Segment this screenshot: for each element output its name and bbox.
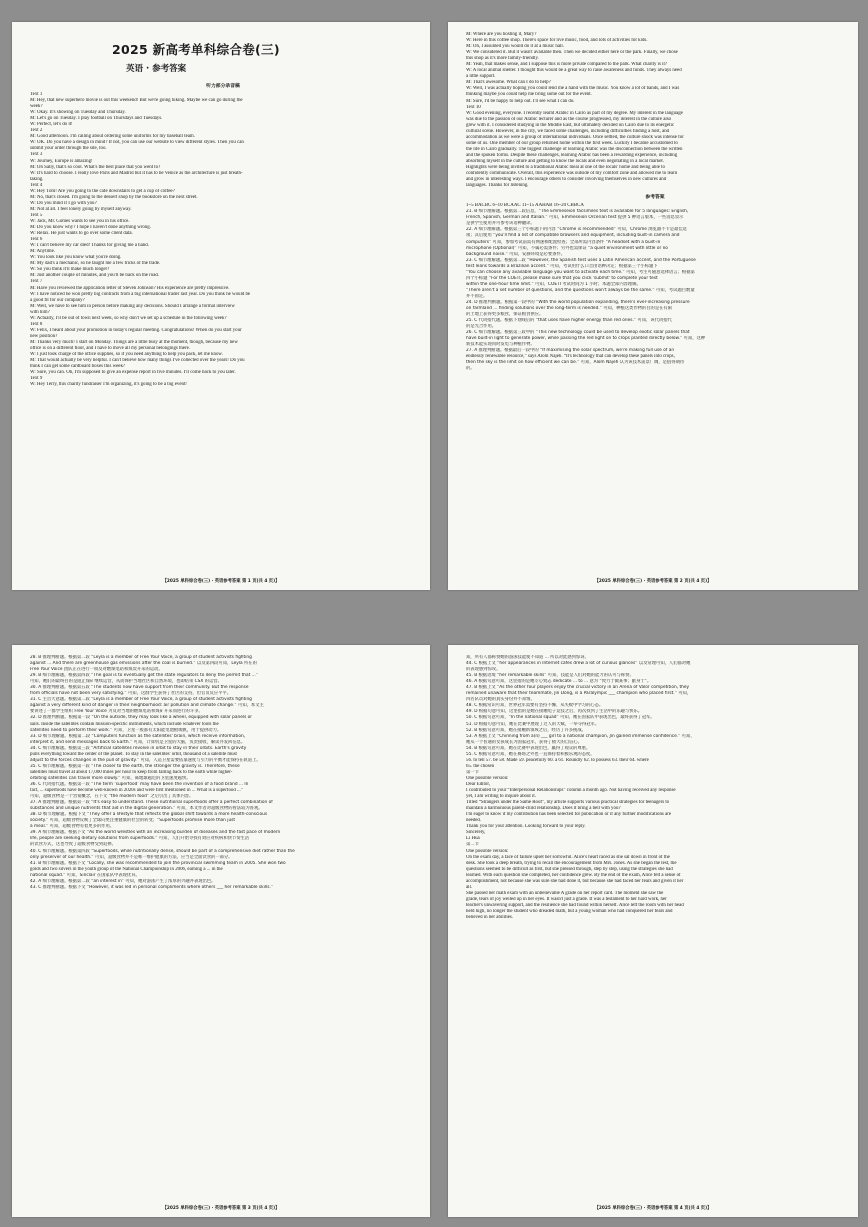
- text-line: cultural scene. However, in the city, we faced some challenges, including difficulties finding a host, and: [466, 128, 670, 134]
- text-line: week?: [30, 104, 43, 110]
- text-line: confidently communicate. Overall, this experience was outside of my comfort zone and allowed me to learn: [466, 171, 678, 177]
- text-line: 并不固定。: [466, 293, 488, 299]
- text-line: M: Not at all. I feel lonely going by myself anyway.: [30, 206, 132, 212]
- text-line: then the sky is the limit on how efficient we can be.” 可知，Alom Najeh 认为该技术前景广阔，是值得期待: [466, 360, 685, 366]
- text-line: 第二节: [466, 842, 479, 848]
- text-line: microphone (Optional)” 可知，不属必需条件；另外也需保证 “a quiet environment with little or no: [466, 245, 668, 251]
- text-line: think I can get some cardboard boxes this week?: [30, 364, 126, 370]
- text-line: thinking maybe you could help me bring some out for the event.: [466, 92, 592, 98]
- text-line: a little support.: [466, 74, 496, 80]
- listening-section-heading: 听力部分录音稿: [206, 84, 240, 89]
- text-line: interpret it, and send messages back to Earth.” 可知，计算机是卫星的大脑，负责接收、解读并发回信息。: [30, 739, 246, 745]
- text-line: W: A local animal shelter. I thought this would be a great way to raise awareness and funds. They always need: [466, 68, 682, 74]
- text-line: One possible version:: [466, 775, 509, 781]
- text-line: 33. D 细节理解题。根据第二段 “Computers function as the satellites' brain, which receive information,: [30, 733, 246, 739]
- text-line: 41. B 细节理解题。根据下文 “Locally, she was recommended to join the provincial swimming team in 2005. She won two: [30, 860, 286, 866]
- text-line: I contributed to your “Interpersonal Relationships” column a month ago. Not having received any response: [466, 788, 676, 794]
- text-line: 42. A 细节理解题。根据第二段 “an interest in” 可知，她对游泳产生了浓厚的兴趣并表现出色。: [30, 878, 216, 884]
- page-2-lines: [466, 32, 844, 189]
- text-line: on farmland ... finding solutions over the long-term is needed.” 可知，种植这类作物的目的是在有限: [466, 306, 673, 312]
- text-line: M: Just another couple of minutes, and you'll be back on the road.: [30, 273, 160, 279]
- text-line: W: I can't believe my car died! Thanks for giving me a hand.: [30, 243, 149, 249]
- text-line: grade, tears of joy welled up in her eyes. It wasn't just a grade. It was a testament to her hard work, her: [466, 896, 667, 902]
- answer-keys: 1~5 BACBC 6~10 BCAAC 11~15 AAHAB 16~20 CBBCA: [466, 203, 584, 209]
- text-line: Highlights were being invited to a traditional Arabic meal at one of the locals' home and being able to: [466, 165, 665, 171]
- text-line: this shop as it's more family-friendly.: [466, 56, 539, 62]
- text-line: remained unaware that their teammate, Jin Dong, is a Paralympic ___ champion who placed first.” 可知，: [466, 691, 692, 697]
- text-line: W: It's hard to choose. I really love Paris and Madrid but it has to be Venice as the architecture is just breath-: [30, 170, 243, 176]
- text-line: 54. B 根据句意可知，她在比赛中表现出色，赢得了观众的尊重。: [466, 745, 591, 751]
- text-line: W: Well, I was actually hoping you could lend me a hand with the music. You know a lot of bands, and I was: [466, 86, 680, 92]
- text-line: a good fit for our company?: [30, 297, 85, 303]
- text-line: 23. C 细节理解题。根据第二段 “However, the Spanish test uses a Latin American accent, and the Portuguese: [466, 257, 696, 263]
- exam-title: 2025 新高考单科综合卷(三): [112, 42, 280, 57]
- text-line: Text 2: [30, 128, 43, 134]
- text-line: 30. A 推理判断题。根据第五段 “The students now have support from their community. But the response: [30, 685, 249, 691]
- text-line: absorbing myself in the culture and getting to know the locals and even negotiating in a local market.: [466, 158, 665, 164]
- text-line: endlessly renewable resource,” says Alom Najeh. “It's technology that can develop these panels into crops,: [466, 354, 675, 360]
- text-line: 她从一个普通的女孩成长为国家冠军，获得了极大的自信心。: [466, 739, 583, 745]
- text-line: M: Sure, I'd be happy to help out. I'll see what I can do.: [466, 98, 575, 104]
- page-3-footer: 【2025 单科综合卷(三) · 英语参考答案 第 3 页(共 4 页)】: [162, 1206, 280, 1211]
- text-line: 55. C 根据句意可知，她在赛场之外也一直保持着积极乐观的态度。: [466, 751, 595, 757]
- text-line: M: That would actually be very helpful. I can't believe how many things I've collected over the years! Do you: [30, 358, 245, 364]
- page-3-content: [30, 655, 416, 1195]
- text-line: M: That's awesome. What can I do to help?: [466, 80, 551, 86]
- page-2-footer: 【2025 单科综合卷(三) · 英语参考答案 第 2 页(共 4 页)】: [594, 579, 712, 584]
- text-line: W: Sure, you can. Oh, I'm supposed to give an expense report in five minutes. I'll come back to you later.: [30, 370, 236, 376]
- text-line: with him?: [30, 309, 50, 315]
- text-line: Titled “Strangers under the Same Roof”, my article supports various practical strategies for teenagers to: [466, 800, 670, 806]
- text-line: sails. Inside the satellites contain mission-specific instruments, which include whatever tools the: [30, 721, 219, 727]
- text-line: Text 4: [30, 182, 43, 188]
- text-line: life, people are seeking dietary solutions from superfoods.” 可知，人们开始寻找有效应对疾病和快节奏生活: [30, 836, 250, 842]
- text-line: 22. A 细节理解题。根据第三个小标题下的内容 “Chrome is recommended” 可知，Chrome 浏览器不卡是最佳选: [466, 227, 687, 233]
- text-line: W: Jack, Mr. Gomes wants to see you in his office.: [30, 218, 130, 224]
- text-line: 47. B 根据上文 “As the other four players enjoy the crucial victory in an Arena of Valor competition, they: [466, 685, 690, 691]
- text-line: Text 6: [30, 237, 43, 243]
- text-line: M: Anytime.: [30, 249, 55, 255]
- text-line: 49. D 根据句意可知，这里指的是她在接触电子竞技之后，再次找到了生活中的乐趣与快乐。: [466, 709, 643, 715]
- text-line: M: Hey, that new superhero movie is out this weekend! But we're going hiking. Maybe we can go during the: [30, 98, 243, 104]
- text-line: 50. C 根据句意可知，“In the national squad” 可知，她在国家队中表现出色，最终获得了冠军。: [466, 715, 655, 721]
- text-line: Text 8: [30, 321, 43, 327]
- text-line: all.: [466, 884, 473, 890]
- text-line: 26. C 细节理解题。根据第三段中的 “This new technology could be used to develop exotic solar panels that: [466, 330, 690, 336]
- text-line: Text 9: [30, 376, 43, 382]
- page-4: [448, 645, 858, 1217]
- text-line: national squad.” 可知，Sinclair 在国家队中表现优异。: [30, 872, 140, 878]
- text-line: W: Good evening, everyone. I recently learnt Arabic in Cairo as part of my degree. My interest in the language: [466, 110, 683, 116]
- text-line: 38. D 细节理解题。根据下文 “They offer a lifestyle that reflects the global shift towards a more health-conscious: [30, 812, 268, 818]
- text-line: 24. D 推理判断题。根据第一段中的 “With the world population expanding, there's ever-increasing pressure: [466, 299, 690, 305]
- text-line: W: We considered it. But it wasn't available then. Then we decided either here or the park. Finally, we chose: [466, 50, 678, 56]
- text-line: 四名队员对她的真实身份并不知情。: [466, 697, 535, 703]
- text-line: 36. C 代词指代题。根据第一段 “The term ‘superfood’ may have been the invention of a food brand ... In: [30, 781, 249, 787]
- text-line: 21. B 细节理解题。根据第二段信息，“The Emmeseion facsimiles text is available for 5 languages: English,: [466, 209, 689, 215]
- text-line: 可知，超级食物是一个营销概念，在下文 “the modern food” 之后引出了具体内容。: [30, 794, 194, 800]
- page-2-analysis: [466, 209, 844, 372]
- page-4-content: [466, 655, 844, 1195]
- text-line: I'm eager to know if my contribution has been selected for publication or if any further modifications are: [466, 812, 671, 818]
- text-line: W: Perfect, let's do it!: [30, 122, 73, 128]
- text-line: M: Do you know why? I hope I haven't done anything wrong.: [30, 225, 151, 231]
- text-line: W: Actually, I'll be out of town next week, so why don't we set up a schedule in the following week?: [30, 315, 227, 321]
- text-line: 的。: [466, 366, 475, 372]
- text-line: 的是光合作用。: [466, 324, 497, 330]
- text-line: questions seemed to be difficult as first, but she pressed through, step by step, using the strategies she had: [466, 866, 673, 872]
- text-line: background noise.” 可知，安静环境是必要条件。: [466, 251, 566, 257]
- answers-heading: 参考答案: [645, 195, 665, 201]
- text-line: 新技术能实现同时发电与种植作物。: [466, 342, 535, 348]
- text-line: 29. B 细节理解题。根据第四段 “The goal is to eventually get the state regulators to deny the permit that ...”: [30, 673, 259, 679]
- text-line: 知，所有人都称赞她的游泳技能使不知道 ... 所以对此感到惊讶。: [466, 655, 589, 660]
- text-line: needed.: [466, 818, 482, 824]
- text-line: Text 10: [466, 104, 481, 110]
- text-line: 45. B 根据语境 “her remarkable skills” 可知，技能是人们对她的能力的认可与称赞。: [466, 673, 634, 679]
- text-line: Dear Editor,: [466, 781, 490, 787]
- text-line: M: Have you reviewed the application letter of Steven Johnson? His experience are pretty impressive.: [30, 285, 230, 291]
- text-line: 25. C 代词指代题。根据下划线后的 “that uses have higher energy than red ones.” 可知，该代词指代: [466, 318, 672, 324]
- text-line: 是供学生使用并可参考该语种翻译。: [466, 221, 535, 227]
- text-line: W: Here in this coffee shop. There's space for live music, food, and lots of activities for kids.: [466, 38, 648, 44]
- text-line: W: Okay. It's showing on Tuesday and Thursday.: [30, 110, 126, 116]
- page-2-content: [466, 32, 844, 568]
- text-line: 项；其后使用 “you'll find a list of compatible browsers and equipment, including built-in camera and: [466, 233, 680, 239]
- text-line: 52. B 根据句意可知，她在接触新领域之后，经历了许多挑战。: [466, 727, 586, 733]
- text-line: 要讲述了一群学生组织 Free Your Voice 为反对当地的燃煤电站和煤矿开采而进行的斗争。: [30, 709, 203, 715]
- text-line: submit your order through the site, too.: [30, 146, 107, 152]
- text-line: Li Hua: [466, 836, 480, 842]
- text-line: accommodation as we were a group of international individuals. Once settled, the culture shock was intense for: [466, 134, 684, 140]
- text-line: On the exam day, a face of failure upset her sorrowful. Alice's heart raced as she sat down in front of the: [466, 854, 670, 860]
- page-1-footer: 【2025 单科综合卷(三) · 英语参考答案 第 1 页(共 4 页)】: [162, 579, 280, 584]
- text-line: substances and unique nutrients that aid in the digital generation.” 可知，本文作者对超级食物的看法较为客观。: [30, 806, 263, 812]
- text-line: 的表现感到惊叹。: [466, 667, 501, 673]
- page-4-lines: [466, 655, 844, 921]
- text-line: against a very different kind of danger in their neighborhood: air pollution and climate change.” 可知，本文主: [30, 703, 264, 709]
- text-line: 可知，她们的最终目的是阻止煤矿继续运营，从而保护当地社区和自然环境，也即结束 CSX 的运营。: [30, 679, 222, 685]
- text-line: accomplishment, not because she was sure she had done it, but because she had faced her fears and given it her: [466, 878, 684, 884]
- text-line: M: Let's go on Tuesday. I play football on Thursdays and Tuesdays.: [30, 116, 163, 122]
- exam-subtitle: 英语 · 参考答案: [126, 64, 187, 74]
- text-line: 35. C 细节理解题。根据第一段 “The closer to the earth, the stronger the gravity is. Therefore, these: [30, 763, 240, 769]
- text-line: society.” 可知，超级食物反映了全球向更注重健康的社会的转变；“Superfoods promise more than just: [30, 818, 236, 824]
- page-1: [12, 22, 430, 590]
- text-line: have built-in light to generate power, while passing the red light on to crops planted directly below.” 可知，这种: [466, 336, 706, 342]
- text-line: some of us. One member of our group returned home within the first week. Luckily I became accustomed to: [466, 140, 678, 146]
- text-line: Text 7: [30, 279, 43, 285]
- text-line: the life in Cairo gradually. The biggest challenge of learning Arabic was the disconnection between the written: [466, 146, 683, 152]
- text-line: 四个小标题 “For the COETI, please make sure that you click 'submit' to complete your test: [466, 275, 658, 281]
- text-line: Text 3: [30, 152, 43, 158]
- text-line: W: OK. Do you have a design in mind? If not, you can use our website to view different styles. Then you can: [30, 140, 244, 146]
- text-line: 46. A 根据句意可知，这里指的是她专心致志 dedicate ... to ... 意为 “致力于做某事；献身于”。: [466, 679, 652, 685]
- text-line: and grow in interesting ways. I encourage others to consider involving themselves in new cultures and: [466, 177, 667, 183]
- text-line: Thank you for your attention. Looking forward to your reply.: [466, 824, 586, 830]
- text-line: Text 5: [30, 212, 43, 218]
- text-line: office is on a different floor, and I have to move all my personal belongings there.: [30, 345, 191, 351]
- text-line: 的饮食方式，这也导致了超级食物受到追捧。: [30, 842, 116, 848]
- text-line: 48. C 根据常识可知，世界冠军需要有坚持不懈、从失败中学习的心态。: [466, 703, 604, 709]
- text-line: Sincerely,: [466, 830, 486, 836]
- text-line: M: No, that's closed. I'm going to the dessert shop by the bookstore on the next street.: [30, 194, 198, 200]
- text-line: 34. C 细节理解题。根据第三段 “Artificial satellites revolve in orbit to stay in their orbits. Earth's gravity: [30, 745, 247, 751]
- text-line: M: Good afternoon. I'm calling about ordering some uniforms for my baseball team.: [30, 134, 195, 140]
- text-line: test leans towards a Brazilian accent.” 可知，考试用什么口音由语种决定；根据第三个小标题下: [466, 263, 658, 269]
- text-line: teacher's unwavering support, and the resilience she had found within herself. Alice left the room with her head: [466, 902, 684, 908]
- page-1-lines: [30, 92, 416, 388]
- text-line: 27. A 推理判断题。根据最后一段中的 “If maximising the solar spectrum, we're making full use of an: [466, 348, 675, 354]
- text-line: M: Where are you hosting it, Mary?: [466, 32, 537, 37]
- text-line: W: So you think it'll make much longer?: [30, 267, 110, 273]
- text-line: M: My dad's a mechanic, so he taught me a few tricks of the trade.: [30, 261, 161, 267]
- text-line: Text 1: [30, 92, 43, 97]
- text-line: Free Your Voice 团队正在进行一项反对燃煤电站和煤炭开采的运动。: [30, 667, 163, 673]
- text-line: W: Relax. He just wants to go over some client data.: [30, 231, 133, 237]
- text-line: grew with it. I considered studying in the Middle East, but ultimately decided on Cairo due to its energetic: [466, 122, 674, 128]
- text-line: orbiting satellites can travel more slowly.” 可知，离地球越近的卫星速度越快。: [30, 775, 191, 781]
- text-line: was due to the passion of our Arabic lecturer and as the course progressed, my interest in the culture also: [466, 116, 672, 122]
- text-line: 32. D 推理判断题。根据第一段 “On the outside, they may look like a wheel, equipped with solar panels or: [30, 715, 253, 721]
- text-line: new position?: [30, 333, 58, 339]
- text-line: within the one-hour time limit.” 可知，COETI 考试时间为 1 小时；本题全部内容理解。: [466, 281, 641, 287]
- page-3-lines: [30, 655, 416, 891]
- text-line: maintain a harmonious parent-child relationship. Does it bring a bell with you?: [466, 806, 621, 812]
- text-line: from officials have not been very satisfying.” 可知，这群学生获得了社区的支持，但官员反应平平。: [30, 691, 232, 697]
- text-line: W: Do you mind if I go with you?: [30, 200, 97, 206]
- text-line: 56. to tell 57. be 58. Made 59. peacefully 60. a 61. Roundly 62. to possess 63. their 64. where: [466, 757, 649, 763]
- text-line: 65. the chosen: [466, 763, 495, 769]
- text-line: satellites must travel at about 17,000 miles per hour to keep from falling back to the earth while higher-: [30, 769, 233, 775]
- text-line: W: I have noticed he won pretty big contracts from a big international trader last year. Do you think he would be: [30, 291, 251, 297]
- text-line: W: You look like you know what you're doing.: [30, 255, 122, 261]
- text-line: adjust to the forces changes in the pull of gravity.” 可知，人造卫星需要依靠速度与引力的平衡才能保持在轨道上。: [30, 757, 261, 763]
- text-line: 28. B 推理判断题。根据第二段 “Leyla is a member of Free Your Voice, a group of student activists fighting: [30, 655, 252, 660]
- text-line: 39. A 细节理解题。根据下文 “As the world wrestles with an increasing burden of diseases and the fast pace of modern: [30, 830, 281, 836]
- text-line: desk. She took a deep breath, trying to recall the encouragement from Mrs. Jones. As she began the test, the: [466, 860, 677, 866]
- page-3: [12, 645, 430, 1217]
- text-line: 的土地上获得更多粮食，保证粮食供应。: [466, 312, 544, 318]
- text-line: M: Thanks very much! I start on Monday. Things are a little busy at the moment, though, because my new: [30, 339, 238, 345]
- text-line: held high, no longer the student who dreaded math, but a young woman who had conquered her fears and: [466, 908, 673, 914]
- text-line: “You can choose any available language you want to activate each time.” 可知，考生可随意选择语言；根据第: [466, 269, 695, 275]
- text-line: taking.: [30, 176, 44, 182]
- text-line: yet, I am writing to inquire about it.: [466, 794, 536, 800]
- text-line: 51. D 根据句意可知，她在比赛中展现了过人的天赋，一举夺得冠军。: [466, 721, 600, 727]
- text-line: 44. C 根据上文 “her appearances in Internet cafes drew a lot of curious glances” 以及常理可知，人们都对她: [466, 661, 691, 667]
- text-line: believed in her abilities.: [466, 915, 513, 921]
- text-line: a meal.” 可知，超级食物有着更多的作用。: [30, 824, 115, 830]
- text-line: 37. A 推理判断题。根据第一段 “It's easy to understand. These nutritional superfoods offer a perfect combination of: [30, 800, 273, 806]
- text-line: M: Well, we have to see him in person before making any decisions. Should I arrange a formal interview: [30, 303, 235, 309]
- page-1-content: [30, 32, 416, 568]
- text-line: M: Yeah, that makes sense, and I suppose this is more private compared to the park. What charity is it?: [466, 62, 668, 68]
- text-line: She passed her math exam with an unbelievable A grade on her report card. The moment she saw the: [466, 890, 664, 896]
- text-line: pulls everything toward the center of the planet. To stay in the satellites' orbit, thousand of a satellite must: [30, 751, 237, 757]
- text-line: only preserver of our health.” 可知，超级食物并不是唯一维护健康的方法，应当是全面饮食的一部分。: [30, 854, 233, 860]
- text-line: W: I just took charge of the office supplies, so if you need anything to help you pack, let me know.: [30, 352, 223, 358]
- text-line: 43. C 推理判断题。根据下文 “However, it was led in personal compliments where others ___ her remarkable skills.”: [30, 884, 274, 890]
- text-line: and the spoken forms. Despite these challenges, learning Arabic has been a rewarding experience, including: [466, 152, 678, 158]
- text-line: against ... And there are greenhouse gas emissions after the coal is burned.” 以及第四段可知，Leyla 所在的: [30, 661, 257, 667]
- text-line: 40. C 细节理解题。根据第四段 “Superfoods, while nutritionally dense, should be part of a comprehensive diet rather than the: [30, 848, 295, 854]
- text-line: golds and two silvers in the youth group of the National Championship in 2006, earning a ... in the: [30, 866, 223, 872]
- text-line: learned. With each question she completed, her confidence grew. By the end of the exam, Alice felt a sense of: [466, 872, 681, 878]
- page-2: [448, 22, 858, 590]
- text-line: 31. C 主旨大意题。根据第二段 “Leyla is a member of Free Your Voice, a group of student activists fighting: [30, 697, 252, 703]
- text-line: “There aren't a set number of questions, and the questions won't always be the same.” 可知，考试题目数量: [466, 287, 695, 293]
- text-line: satellites need to perform their work.” 可知，卫星一般都有太阳能电池板或帆，用于提供动力。: [30, 727, 222, 733]
- text-line: computers” 可知，参加考试前需有网速和配置检查；全部所需内容条件 “A headset with a built-in: [466, 239, 661, 245]
- text-line: fact, ... superfoods have become well-known in 2020s and were first mentioned in ... What is a superfood ...”: [30, 788, 243, 794]
- text-line: W: Journey, Europe is amazing!: [30, 158, 93, 164]
- text-line: languages. Thanks for listening.: [466, 183, 529, 189]
- text-line: 53. A 根据上文 “Chinning from a(n) ___ girl to a national champion, Jin gained immense confidence.” 可知，: [466, 733, 695, 739]
- text-line: M: Oh, I assumed you would do it at a music hall.: [466, 44, 564, 50]
- text-line: 第一节: [466, 769, 479, 775]
- text-line: W: Hey Tom! Are you going to the cafe downstairs to get a cup of coffee?: [30, 188, 175, 194]
- text-line: W: Hey Terry, this charity fundraiser I'm organizing, it's going to be a big event!: [30, 382, 187, 388]
- text-line: W: Felix, I heard about your promotion in today's regular meeting. Congratulations! When do you start your: [30, 327, 242, 333]
- text-line: M: Oh Sally, that's so cool. What's the best place that you went to?: [30, 164, 161, 170]
- text-line: One possible version:: [466, 848, 509, 854]
- text-line: French, Spanish, German and Italian.” 可知，Emmeseion Orcerian test 提供 5 种语言版本，一些消息显示: [466, 215, 684, 221]
- page-4-footer: 【2025 单科综合卷(三) · 英语参考答案 第 4 页(共 4 页)】: [594, 1206, 712, 1211]
